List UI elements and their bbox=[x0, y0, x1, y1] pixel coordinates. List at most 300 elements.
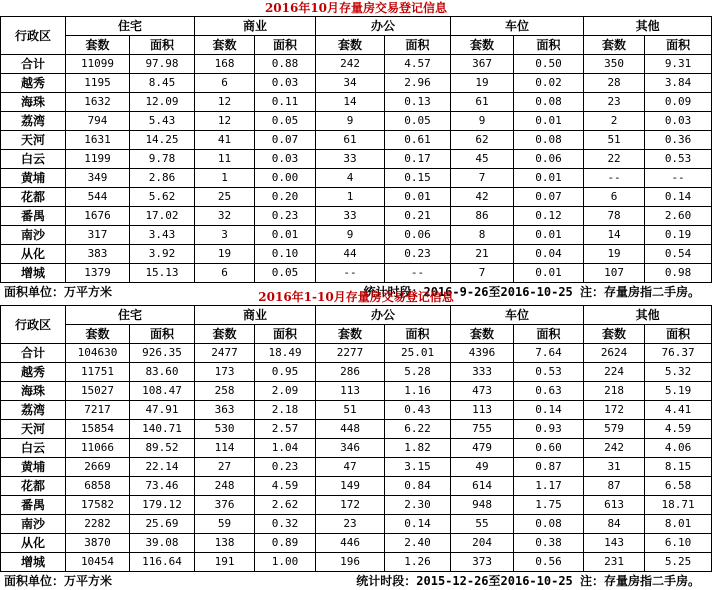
count-cell: 2 bbox=[584, 112, 645, 131]
count-cell: 11751 bbox=[66, 363, 130, 382]
table-row bbox=[1, 420, 712, 439]
area-cell: 0.21 bbox=[385, 207, 451, 226]
area-cell: 0.01 bbox=[514, 169, 584, 188]
count-cell: 448 bbox=[316, 420, 385, 439]
count-cell: 258 bbox=[195, 382, 255, 401]
area-cell: 97.98 bbox=[130, 55, 195, 74]
area-cell: 2.86 bbox=[130, 169, 195, 188]
count-cell: 15027 bbox=[66, 382, 130, 401]
header-group: 商业 bbox=[195, 306, 316, 325]
district-name: 合计 bbox=[1, 55, 66, 74]
area-cell: 2.40 bbox=[385, 534, 451, 553]
district-name: 南沙 bbox=[1, 515, 66, 534]
area-cell: 0.14 bbox=[514, 401, 584, 420]
header-count: 套数 bbox=[451, 325, 514, 344]
count-cell: 19 bbox=[451, 74, 514, 93]
count-cell: 9 bbox=[316, 112, 385, 131]
count-cell: 49 bbox=[451, 458, 514, 477]
count-cell: 31 bbox=[584, 458, 645, 477]
area-cell: 108.47 bbox=[130, 382, 195, 401]
area-cell: -- bbox=[645, 169, 712, 188]
area-cell: 89.52 bbox=[130, 439, 195, 458]
count-cell: 78 bbox=[584, 207, 645, 226]
district-name: 越秀 bbox=[1, 363, 66, 382]
area-cell: 0.87 bbox=[514, 458, 584, 477]
count-cell: 755 bbox=[451, 420, 514, 439]
count-cell: 14 bbox=[584, 226, 645, 245]
count-cell: 32 bbox=[195, 207, 255, 226]
header-district: 行政区 bbox=[1, 306, 66, 344]
area-cell: 0.61 bbox=[385, 131, 451, 150]
header-group: 住宅 bbox=[66, 306, 195, 325]
area-cell: 39.08 bbox=[130, 534, 195, 553]
area-cell: 17.02 bbox=[130, 207, 195, 226]
area-cell: 0.32 bbox=[255, 515, 316, 534]
area-cell: 8.15 bbox=[645, 458, 712, 477]
area-cell: 0.05 bbox=[255, 112, 316, 131]
area-cell: 0.20 bbox=[255, 188, 316, 207]
area-cell: 0.12 bbox=[514, 207, 584, 226]
table-footer bbox=[0, 572, 712, 590]
area-cell: 0.38 bbox=[514, 534, 584, 553]
table-row bbox=[1, 534, 712, 553]
district-name: 天河 bbox=[1, 131, 66, 150]
area-cell: 18.49 bbox=[255, 344, 316, 363]
area-cell: 1.26 bbox=[385, 553, 451, 572]
count-cell: 7 bbox=[451, 264, 514, 283]
area-cell: 0.11 bbox=[255, 93, 316, 112]
header-group: 车位 bbox=[451, 306, 584, 325]
count-cell: 47 bbox=[316, 458, 385, 477]
area-cell: 4.41 bbox=[645, 401, 712, 420]
count-cell: 794 bbox=[66, 112, 130, 131]
count-cell: 363 bbox=[195, 401, 255, 420]
count-cell: 376 bbox=[195, 496, 255, 515]
count-cell: 367 bbox=[451, 55, 514, 74]
header-area: 面积 bbox=[385, 36, 451, 55]
count-cell: 61 bbox=[316, 131, 385, 150]
count-cell: 7 bbox=[451, 169, 514, 188]
area-cell: 0.95 bbox=[255, 363, 316, 382]
area-cell: 8.45 bbox=[130, 74, 195, 93]
count-cell: 149 bbox=[316, 477, 385, 496]
area-cell: 0.07 bbox=[514, 188, 584, 207]
header-count: 套数 bbox=[195, 36, 255, 55]
header-district: 行政区 bbox=[1, 17, 66, 55]
table-row bbox=[1, 344, 712, 363]
count-cell: 87 bbox=[584, 477, 645, 496]
header-group: 其他 bbox=[584, 306, 712, 325]
count-cell: 1632 bbox=[66, 93, 130, 112]
table-title: 2016年1-10月存量房交易登记信息 bbox=[258, 290, 454, 304]
count-cell: 33 bbox=[316, 207, 385, 226]
district-name: 花都 bbox=[1, 188, 66, 207]
count-cell: 45 bbox=[451, 150, 514, 169]
count-cell: 12 bbox=[195, 93, 255, 112]
count-cell: 19 bbox=[195, 245, 255, 264]
area-cell: 0.93 bbox=[514, 420, 584, 439]
area-cell: 0.01 bbox=[514, 112, 584, 131]
area-cell: 0.53 bbox=[645, 150, 712, 169]
count-cell: 21 bbox=[451, 245, 514, 264]
count-cell: 6 bbox=[195, 264, 255, 283]
count-cell: 172 bbox=[584, 401, 645, 420]
area-cell: 6.22 bbox=[385, 420, 451, 439]
district-name: 合计 bbox=[1, 344, 66, 363]
count-cell: 27 bbox=[195, 458, 255, 477]
district-name: 从化 bbox=[1, 245, 66, 264]
table-block-ytd bbox=[0, 289, 712, 590]
table-row bbox=[1, 169, 712, 188]
count-cell: 242 bbox=[316, 55, 385, 74]
count-cell: 12 bbox=[195, 112, 255, 131]
district-name: 荔湾 bbox=[1, 112, 66, 131]
area-cell: 5.28 bbox=[385, 363, 451, 382]
count-cell: 113 bbox=[451, 401, 514, 420]
count-cell: 204 bbox=[451, 534, 514, 553]
district-name: 番禺 bbox=[1, 207, 66, 226]
area-cell: 0.89 bbox=[255, 534, 316, 553]
count-cell: 138 bbox=[195, 534, 255, 553]
count-cell: 242 bbox=[584, 439, 645, 458]
header-area: 面积 bbox=[255, 36, 316, 55]
area-cell: 0.23 bbox=[385, 245, 451, 264]
count-cell: 173 bbox=[195, 363, 255, 382]
area-cell: 22.14 bbox=[130, 458, 195, 477]
count-cell: 383 bbox=[66, 245, 130, 264]
count-cell: 286 bbox=[316, 363, 385, 382]
area-cell: 2.30 bbox=[385, 496, 451, 515]
count-cell: 11099 bbox=[66, 55, 130, 74]
count-cell: 2282 bbox=[66, 515, 130, 534]
count-cell: 107 bbox=[584, 264, 645, 283]
table-row bbox=[1, 55, 712, 74]
header-count: 套数 bbox=[584, 325, 645, 344]
area-cell: 0.54 bbox=[645, 245, 712, 264]
district-name: 白云 bbox=[1, 150, 66, 169]
table-row bbox=[1, 74, 712, 93]
header-count: 套数 bbox=[66, 36, 130, 55]
table-row bbox=[1, 515, 712, 534]
area-cell: 0.14 bbox=[645, 188, 712, 207]
count-cell: 1199 bbox=[66, 150, 130, 169]
area-cell: 0.01 bbox=[514, 226, 584, 245]
count-cell: 2624 bbox=[584, 344, 645, 363]
footer-unit: 面积单位：万平方米 bbox=[4, 285, 113, 299]
area-cell: 1.04 bbox=[255, 439, 316, 458]
count-cell: 473 bbox=[451, 382, 514, 401]
area-cell: 3.43 bbox=[130, 226, 195, 245]
area-cell: 0.06 bbox=[514, 150, 584, 169]
area-cell: 0.60 bbox=[514, 439, 584, 458]
area-cell: 2.57 bbox=[255, 420, 316, 439]
area-cell: 0.01 bbox=[385, 188, 451, 207]
header-group: 车位 bbox=[451, 17, 584, 36]
count-cell: 22 bbox=[584, 150, 645, 169]
count-cell: 17582 bbox=[66, 496, 130, 515]
count-cell: 1195 bbox=[66, 74, 130, 93]
area-cell: 0.04 bbox=[514, 245, 584, 264]
district-name: 白云 bbox=[1, 439, 66, 458]
table-row bbox=[1, 131, 712, 150]
area-cell: 76.37 bbox=[645, 344, 712, 363]
count-cell: 55 bbox=[451, 515, 514, 534]
count-cell: 28 bbox=[584, 74, 645, 93]
area-cell: 3.84 bbox=[645, 74, 712, 93]
count-cell: 346 bbox=[316, 439, 385, 458]
table-row bbox=[1, 382, 712, 401]
count-cell: 224 bbox=[584, 363, 645, 382]
header-count: 套数 bbox=[451, 36, 514, 55]
area-cell: 0.43 bbox=[385, 401, 451, 420]
area-cell: 2.18 bbox=[255, 401, 316, 420]
count-cell: 446 bbox=[316, 534, 385, 553]
table-row bbox=[1, 496, 712, 515]
table-row bbox=[1, 93, 712, 112]
count-cell: 248 bbox=[195, 477, 255, 496]
area-cell: 1.75 bbox=[514, 496, 584, 515]
header-area: 面积 bbox=[130, 36, 195, 55]
district-name: 黄埔 bbox=[1, 458, 66, 477]
area-cell: 140.71 bbox=[130, 420, 195, 439]
header-count: 套数 bbox=[195, 325, 255, 344]
header-group: 办公 bbox=[316, 17, 451, 36]
district-name: 天河 bbox=[1, 420, 66, 439]
header-group: 住宅 bbox=[66, 17, 195, 36]
district-name: 越秀 bbox=[1, 74, 66, 93]
count-cell: 579 bbox=[584, 420, 645, 439]
count-cell: 84 bbox=[584, 515, 645, 534]
count-cell: 1 bbox=[316, 188, 385, 207]
district-name: 南沙 bbox=[1, 226, 66, 245]
count-cell: 3870 bbox=[66, 534, 130, 553]
count-cell: 1676 bbox=[66, 207, 130, 226]
area-cell: 14.25 bbox=[130, 131, 195, 150]
count-cell: 51 bbox=[316, 401, 385, 420]
area-cell: 6.10 bbox=[645, 534, 712, 553]
footer-period: 统计时段：2015-12-26至2016-10-25 注：存量房指二手房。 bbox=[356, 574, 700, 588]
district-name: 海珠 bbox=[1, 93, 66, 112]
count-cell: 948 bbox=[451, 496, 514, 515]
count-cell: 349 bbox=[66, 169, 130, 188]
count-cell: 168 bbox=[195, 55, 255, 74]
count-cell: 61 bbox=[451, 93, 514, 112]
area-cell: 0.03 bbox=[255, 74, 316, 93]
header-count: 套数 bbox=[584, 36, 645, 55]
header-area: 面积 bbox=[255, 325, 316, 344]
count-cell: -- bbox=[316, 264, 385, 283]
header-area: 面积 bbox=[645, 325, 712, 344]
count-cell: 41 bbox=[195, 131, 255, 150]
area-cell: 1.82 bbox=[385, 439, 451, 458]
area-cell: -- bbox=[385, 264, 451, 283]
area-cell: 0.02 bbox=[514, 74, 584, 93]
count-cell: 4 bbox=[316, 169, 385, 188]
count-cell: 9 bbox=[451, 112, 514, 131]
count-cell: 44 bbox=[316, 245, 385, 264]
area-cell: 2.09 bbox=[255, 382, 316, 401]
header-area: 面积 bbox=[385, 325, 451, 344]
count-cell: 191 bbox=[195, 553, 255, 572]
area-cell: 3.15 bbox=[385, 458, 451, 477]
area-cell: 5.32 bbox=[645, 363, 712, 382]
data-table bbox=[0, 16, 712, 283]
count-cell: 3 bbox=[195, 226, 255, 245]
count-cell: 15854 bbox=[66, 420, 130, 439]
area-cell: 0.56 bbox=[514, 553, 584, 572]
table-row bbox=[1, 188, 712, 207]
district-name: 黄埔 bbox=[1, 169, 66, 188]
area-cell: 18.71 bbox=[645, 496, 712, 515]
count-cell: 9 bbox=[316, 226, 385, 245]
area-cell: 9.31 bbox=[645, 55, 712, 74]
area-cell: 0.08 bbox=[514, 93, 584, 112]
count-cell: 10454 bbox=[66, 553, 130, 572]
count-cell: 479 bbox=[451, 439, 514, 458]
area-cell: 1.17 bbox=[514, 477, 584, 496]
area-cell: 8.01 bbox=[645, 515, 712, 534]
header-group: 办公 bbox=[316, 306, 451, 325]
area-cell: 0.84 bbox=[385, 477, 451, 496]
header-area: 面积 bbox=[514, 325, 584, 344]
table-row bbox=[1, 226, 712, 245]
area-cell: 5.43 bbox=[130, 112, 195, 131]
district-name: 番禺 bbox=[1, 496, 66, 515]
count-cell: 23 bbox=[584, 93, 645, 112]
footer-unit: 面积单位：万平方米 bbox=[4, 574, 113, 588]
count-cell: 2277 bbox=[316, 344, 385, 363]
count-cell: 7217 bbox=[66, 401, 130, 420]
count-cell: 1379 bbox=[66, 264, 130, 283]
count-cell: 114 bbox=[195, 439, 255, 458]
area-cell: 4.59 bbox=[645, 420, 712, 439]
table-row bbox=[1, 363, 712, 382]
area-cell: 0.10 bbox=[255, 245, 316, 264]
area-cell: 7.64 bbox=[514, 344, 584, 363]
count-cell: 333 bbox=[451, 363, 514, 382]
district-name: 从化 bbox=[1, 534, 66, 553]
count-cell: 2669 bbox=[66, 458, 130, 477]
count-cell: 104630 bbox=[66, 344, 130, 363]
count-cell: 4396 bbox=[451, 344, 514, 363]
count-cell: 51 bbox=[584, 131, 645, 150]
district-name: 增城 bbox=[1, 553, 66, 572]
header-area: 面积 bbox=[645, 36, 712, 55]
area-cell: 3.92 bbox=[130, 245, 195, 264]
table-row bbox=[1, 207, 712, 226]
area-cell: 0.03 bbox=[645, 112, 712, 131]
area-cell: 0.09 bbox=[645, 93, 712, 112]
area-cell: 0.08 bbox=[514, 515, 584, 534]
area-cell: 0.50 bbox=[514, 55, 584, 74]
count-cell: 544 bbox=[66, 188, 130, 207]
area-cell: 0.05 bbox=[385, 112, 451, 131]
count-cell: 1631 bbox=[66, 131, 130, 150]
area-cell: 0.08 bbox=[514, 131, 584, 150]
count-cell: 2477 bbox=[195, 344, 255, 363]
count-cell: 23 bbox=[316, 515, 385, 534]
table-row bbox=[1, 264, 712, 283]
count-cell: 6858 bbox=[66, 477, 130, 496]
area-cell: 9.78 bbox=[130, 150, 195, 169]
count-cell: 19 bbox=[584, 245, 645, 264]
area-cell: 116.64 bbox=[130, 553, 195, 572]
table-row bbox=[1, 439, 712, 458]
count-cell: 196 bbox=[316, 553, 385, 572]
area-cell: 5.62 bbox=[130, 188, 195, 207]
count-cell: 113 bbox=[316, 382, 385, 401]
header-count: 套数 bbox=[66, 325, 130, 344]
district-name: 花都 bbox=[1, 477, 66, 496]
count-cell: 11066 bbox=[66, 439, 130, 458]
table-row bbox=[1, 458, 712, 477]
count-cell: 218 bbox=[584, 382, 645, 401]
count-cell: 14 bbox=[316, 93, 385, 112]
header-count: 套数 bbox=[316, 36, 385, 55]
area-cell: 4.59 bbox=[255, 477, 316, 496]
header-group: 商业 bbox=[195, 17, 316, 36]
area-cell: 2.60 bbox=[645, 207, 712, 226]
count-cell: 59 bbox=[195, 515, 255, 534]
area-cell: 0.05 bbox=[255, 264, 316, 283]
area-cell: 0.23 bbox=[255, 207, 316, 226]
area-cell: 0.06 bbox=[385, 226, 451, 245]
count-cell: 34 bbox=[316, 74, 385, 93]
area-cell: 73.46 bbox=[130, 477, 195, 496]
area-cell: 2.62 bbox=[255, 496, 316, 515]
count-cell: 614 bbox=[451, 477, 514, 496]
area-cell: 4.57 bbox=[385, 55, 451, 74]
count-cell: 172 bbox=[316, 496, 385, 515]
area-cell: 5.25 bbox=[645, 553, 712, 572]
area-cell: 0.36 bbox=[645, 131, 712, 150]
area-cell: 0.01 bbox=[255, 226, 316, 245]
table-row bbox=[1, 150, 712, 169]
count-cell: 86 bbox=[451, 207, 514, 226]
count-cell: 62 bbox=[451, 131, 514, 150]
count-cell: 143 bbox=[584, 534, 645, 553]
area-cell: 12.09 bbox=[130, 93, 195, 112]
area-cell: 0.17 bbox=[385, 150, 451, 169]
data-table bbox=[0, 305, 712, 572]
area-cell: 1.00 bbox=[255, 553, 316, 572]
area-cell: 25.01 bbox=[385, 344, 451, 363]
area-cell: 0.00 bbox=[255, 169, 316, 188]
count-cell: 11 bbox=[195, 150, 255, 169]
count-cell: 350 bbox=[584, 55, 645, 74]
area-cell: 5.19 bbox=[645, 382, 712, 401]
area-cell: 179.12 bbox=[130, 496, 195, 515]
area-cell: 0.63 bbox=[514, 382, 584, 401]
area-cell: 0.13 bbox=[385, 93, 451, 112]
header-group: 其他 bbox=[584, 17, 712, 36]
table-row bbox=[1, 477, 712, 496]
area-cell: 0.07 bbox=[255, 131, 316, 150]
area-cell: 83.60 bbox=[130, 363, 195, 382]
district-name: 海珠 bbox=[1, 382, 66, 401]
table-row bbox=[1, 401, 712, 420]
area-cell: 0.98 bbox=[645, 264, 712, 283]
area-cell: 0.19 bbox=[645, 226, 712, 245]
header-area: 面积 bbox=[130, 325, 195, 344]
header-area: 面积 bbox=[514, 36, 584, 55]
count-cell: 8 bbox=[451, 226, 514, 245]
area-cell: 1.16 bbox=[385, 382, 451, 401]
count-cell: 42 bbox=[451, 188, 514, 207]
count-cell: -- bbox=[584, 169, 645, 188]
area-cell: 0.53 bbox=[514, 363, 584, 382]
area-cell: 15.13 bbox=[130, 264, 195, 283]
